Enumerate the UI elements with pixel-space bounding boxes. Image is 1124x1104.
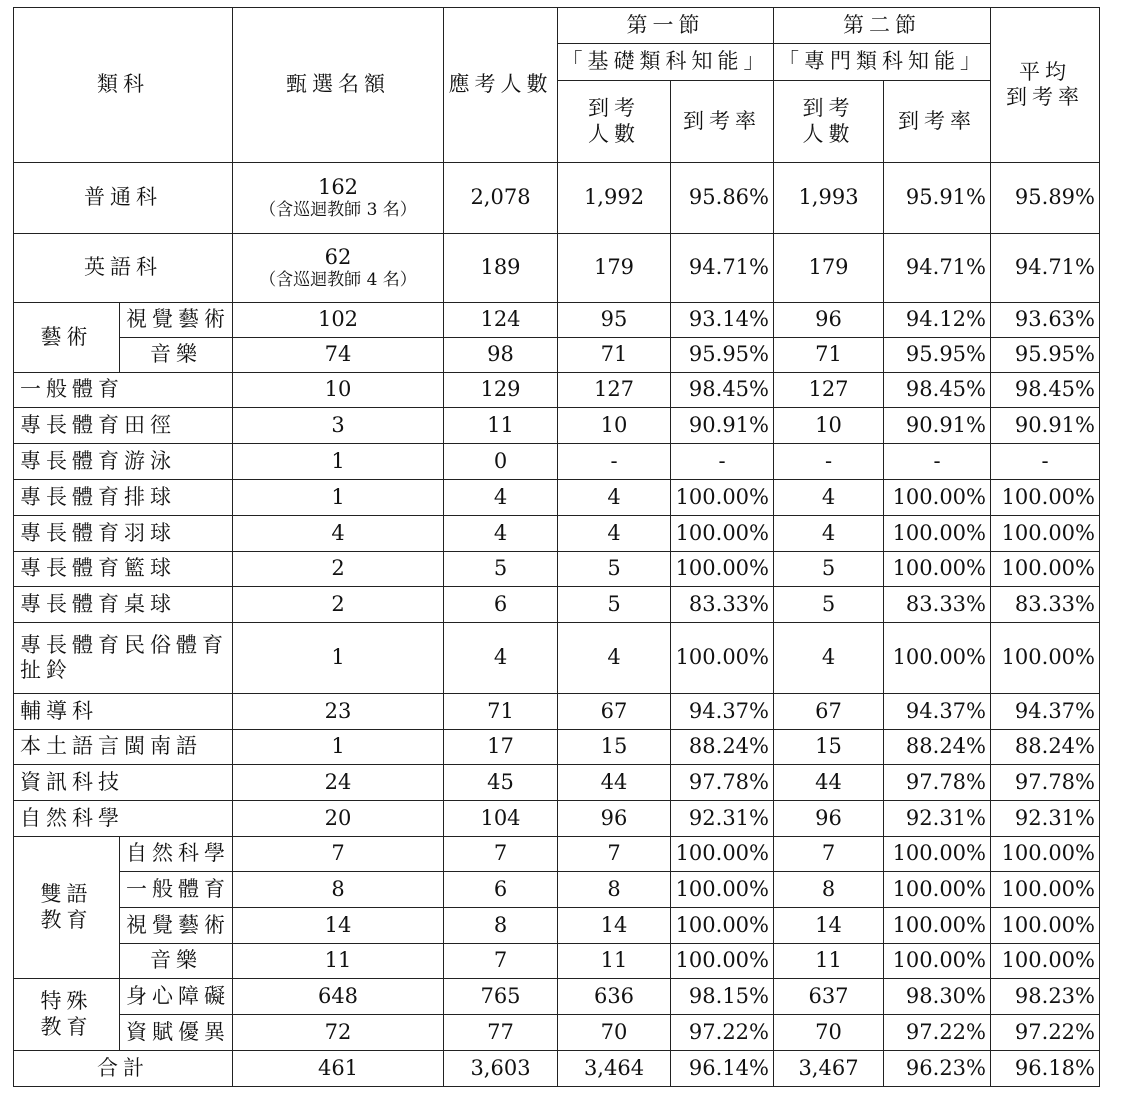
s2-rate-cell: 94.71% <box>884 234 991 303</box>
s2-rate-cell: 90.91% <box>884 408 991 444</box>
header-applicants: 應考人數 <box>444 8 558 163</box>
avg-rate-cell: 97.22% <box>991 1015 1100 1051</box>
s2-rate-cell: 92.31% <box>884 801 991 837</box>
s2-attendees-cell: 179 <box>774 234 884 303</box>
s1-attendees-cell: 71 <box>558 338 671 373</box>
attendees-line1: 到考 <box>588 96 640 121</box>
avg-rate-cell: 100.00% <box>991 552 1100 587</box>
avg-rate-cell: 94.37% <box>991 694 1100 730</box>
applicants-cell: 7 <box>444 837 558 872</box>
s1-rate-cell: 94.71% <box>671 234 774 303</box>
s2-rate-cell: 94.37% <box>884 694 991 730</box>
total-row <box>14 1051 1100 1087</box>
s2-rate-cell: 96.23% <box>884 1051 991 1087</box>
s1-attendees-cell: 15 <box>558 730 671 765</box>
category-name: 資訊科技 <box>14 765 233 801</box>
avg-rate-cell: 100.00% <box>991 944 1100 979</box>
table-row <box>14 944 1100 979</box>
s1-rate-cell: 98.45% <box>671 373 774 408</box>
s2-rate-cell: 83.33% <box>884 587 991 623</box>
avg-rate-cell: 98.23% <box>991 979 1100 1015</box>
quota-cell: 648 <box>233 979 444 1015</box>
subcategory-name: 音樂 <box>120 944 233 979</box>
applicants-cell: 5 <box>444 552 558 587</box>
total-label: 合計 <box>14 1051 233 1087</box>
table-row <box>14 338 1100 373</box>
quota-cell: 20 <box>233 801 444 837</box>
s1-attendees-cell: 5 <box>558 552 671 587</box>
category-name: 專長體育桌球 <box>14 587 233 623</box>
applicants-cell: 77 <box>444 1015 558 1051</box>
s2-rate-cell: 94.12% <box>884 303 991 338</box>
s1-rate-cell: 100.00% <box>671 480 774 516</box>
table-row <box>14 480 1100 516</box>
table-row <box>14 872 1100 908</box>
quota-value: 162 <box>317 175 359 200</box>
s2-attendees-cell: 3,467 <box>774 1051 884 1087</box>
s1-rate-cell: 92.31% <box>671 801 774 837</box>
header-session2-subject: 「專門類科知能」 <box>774 44 991 81</box>
s2-rate-cell: 100.00% <box>884 480 991 516</box>
applicants-cell: 765 <box>444 979 558 1015</box>
quota-cell: 4 <box>233 516 444 552</box>
s1-attendees-cell: 4 <box>558 480 671 516</box>
header-avg-rate-line1: 平均 <box>1019 59 1071 84</box>
table-row <box>14 373 1100 408</box>
avg-rate-cell: 90.91% <box>991 408 1100 444</box>
quota-cell: 8 <box>233 872 444 908</box>
table-row <box>14 837 1100 872</box>
category-name <box>14 623 233 694</box>
quota-cell <box>233 234 444 303</box>
category-name: 輔導科 <box>14 694 233 730</box>
table-row <box>14 163 1100 234</box>
group-name-line2: 教育 <box>40 907 93 932</box>
avg-rate-cell: 93.63% <box>991 303 1100 338</box>
subcategory-name: 視覺藝術 <box>120 303 233 338</box>
category-name: 一般體育 <box>14 373 233 408</box>
s2-attendees-cell: 11 <box>774 944 884 979</box>
s1-rate-cell: 97.22% <box>671 1015 774 1051</box>
category-name: 專長體育游泳 <box>14 444 233 480</box>
s1-attendees-cell: 7 <box>558 837 671 872</box>
table-row <box>14 801 1100 837</box>
s2-rate-cell: 100.00% <box>884 872 991 908</box>
subcategory-name: 視覺藝術 <box>120 908 233 944</box>
quota-cell: 24 <box>233 765 444 801</box>
applicants-cell: 6 <box>444 587 558 623</box>
s1-rate-cell: 94.37% <box>671 694 774 730</box>
applicants-cell: 45 <box>444 765 558 801</box>
table-row <box>14 408 1100 444</box>
applicants-cell: 0 <box>444 444 558 480</box>
avg-rate-cell: 95.89% <box>991 163 1100 234</box>
quota-cell: 1 <box>233 480 444 516</box>
quota-cell: 74 <box>233 338 444 373</box>
table-row <box>14 587 1100 623</box>
s1-attendees-cell: 179 <box>558 234 671 303</box>
attendees-line1: 到考 <box>802 96 855 121</box>
s2-rate-cell: 95.91% <box>884 163 991 234</box>
header-category: 類科 <box>14 8 233 163</box>
s1-rate-cell: 100.00% <box>671 516 774 552</box>
s2-attendees-cell: 127 <box>774 373 884 408</box>
quota-cell: 3 <box>233 408 444 444</box>
s2-attendees-cell: 4 <box>774 623 884 694</box>
s1-rate-cell: 88.24% <box>671 730 774 765</box>
quota-cell: 23 <box>233 694 444 730</box>
quota-cell: 102 <box>233 303 444 338</box>
s1-attendees-cell: 96 <box>558 801 671 837</box>
avg-rate-cell: 100.00% <box>991 623 1100 694</box>
s2-rate-cell: 100.00% <box>884 944 991 979</box>
avg-rate-cell: 88.24% <box>991 730 1100 765</box>
s2-rate-cell: 100.00% <box>884 516 991 552</box>
applicants-cell: 11 <box>444 408 558 444</box>
quota-cell: 1 <box>233 623 444 694</box>
table-row <box>14 552 1100 587</box>
quota-cell: 1 <box>233 730 444 765</box>
category-name-line1: 專長體育民俗體育 <box>20 632 228 657</box>
s1-attendees-cell: 10 <box>558 408 671 444</box>
quota-cell: 2 <box>233 552 444 587</box>
s2-attendees-cell: 14 <box>774 908 884 944</box>
table-row <box>14 516 1100 552</box>
s1-rate-cell: 100.00% <box>671 552 774 587</box>
s2-attendees-cell: 96 <box>774 801 884 837</box>
group-name-bilingual <box>14 837 120 979</box>
applicants-cell: 129 <box>444 373 558 408</box>
category-name: 普通科 <box>14 163 233 234</box>
s2-attendees-cell: 4 <box>774 516 884 552</box>
table-row <box>14 908 1100 944</box>
s1-attendees-cell: 67 <box>558 694 671 730</box>
s1-attendees-cell: 70 <box>558 1015 671 1051</box>
table-row <box>14 444 1100 480</box>
quota-cell: 461 <box>233 1051 444 1087</box>
avg-rate-cell: 94.71% <box>991 234 1100 303</box>
applicants-cell: 8 <box>444 908 558 944</box>
applicants-cell: 189 <box>444 234 558 303</box>
avg-rate-cell: 100.00% <box>991 516 1100 552</box>
s2-attendees-cell: 70 <box>774 1015 884 1051</box>
subcategory-name: 音樂 <box>120 338 233 373</box>
s1-rate-cell: 83.33% <box>671 587 774 623</box>
s1-rate-cell: 100.00% <box>671 944 774 979</box>
s1-rate-cell: 100.00% <box>671 872 774 908</box>
table-row <box>14 1015 1100 1051</box>
s1-rate-cell: 90.91% <box>671 408 774 444</box>
applicants-cell: 4 <box>444 480 558 516</box>
s1-attendees-cell: 3,464 <box>558 1051 671 1087</box>
s1-rate-cell: 98.15% <box>671 979 774 1015</box>
table-row <box>14 979 1100 1015</box>
s2-rate-cell: - <box>884 444 991 480</box>
avg-rate-cell: 98.45% <box>991 373 1100 408</box>
s2-rate-cell: 98.45% <box>884 373 991 408</box>
table-row <box>14 694 1100 730</box>
header-avg-rate-line2: 到考率 <box>1006 85 1084 109</box>
group-name-arts: 藝術 <box>14 303 120 373</box>
avg-rate-cell: 92.31% <box>991 801 1100 837</box>
quota-cell: 10 <box>233 373 444 408</box>
subcategory-name: 資賦優異 <box>120 1015 233 1051</box>
applicants-cell: 6 <box>444 872 558 908</box>
attendees-line2: 人數 <box>588 121 640 146</box>
group-name-line1: 特殊 <box>40 989 93 1014</box>
category-name: 英語科 <box>14 234 233 303</box>
s2-attendees-cell: 637 <box>774 979 884 1015</box>
quota-cell: 1 <box>233 444 444 480</box>
header-avg-rate <box>991 8 1100 163</box>
s1-attendees-cell: 127 <box>558 373 671 408</box>
table-row <box>14 730 1100 765</box>
header-s2-attendees <box>774 81 884 163</box>
applicants-cell: 4 <box>444 623 558 694</box>
s1-rate-cell: - <box>671 444 774 480</box>
quota-cell: 11 <box>233 944 444 979</box>
s1-attendees-cell: 4 <box>558 623 671 694</box>
avg-rate-cell: 95.95% <box>991 338 1100 373</box>
quota-value: 62 <box>324 245 352 270</box>
header-session1: 第一節 <box>558 8 774 44</box>
s2-attendees-cell: 96 <box>774 303 884 338</box>
quota-note: （含巡迴教師 3 名） <box>259 200 417 221</box>
s2-rate-cell: 98.30% <box>884 979 991 1015</box>
applicants-cell: 2,078 <box>444 163 558 234</box>
avg-rate-cell: 83.33% <box>991 587 1100 623</box>
subcategory-name: 身心障礙 <box>120 979 233 1015</box>
group-name-line1: 雙語 <box>40 882 93 907</box>
s2-rate-cell: 100.00% <box>884 837 991 872</box>
avg-rate-cell: - <box>991 444 1100 480</box>
applicants-cell: 4 <box>444 516 558 552</box>
s1-attendees-cell: 44 <box>558 765 671 801</box>
table-row <box>14 234 1100 303</box>
applicants-cell: 104 <box>444 801 558 837</box>
category-name: 自然科學 <box>14 801 233 837</box>
avg-rate-cell: 100.00% <box>991 837 1100 872</box>
header-session2: 第二節 <box>774 8 991 44</box>
s1-rate-cell: 100.00% <box>671 623 774 694</box>
applicants-cell: 71 <box>444 694 558 730</box>
s1-attendees-cell: 11 <box>558 944 671 979</box>
avg-rate-cell: 96.18% <box>991 1051 1100 1087</box>
s1-attendees-cell: - <box>558 444 671 480</box>
s2-attendees-cell: 4 <box>774 480 884 516</box>
header-s1-attendees <box>558 81 671 163</box>
category-name: 專長體育田徑 <box>14 408 233 444</box>
header-quota: 甄選名額 <box>233 8 444 163</box>
s1-attendees-cell: 636 <box>558 979 671 1015</box>
attendees-line2: 人數 <box>802 121 855 146</box>
s2-attendees-cell: 67 <box>774 694 884 730</box>
quota-cell: 2 <box>233 587 444 623</box>
s1-attendees-cell: 5 <box>558 587 671 623</box>
category-name-line2: 扯鈴 <box>20 658 72 682</box>
s1-rate-cell: 96.14% <box>671 1051 774 1087</box>
group-name-special <box>14 979 120 1051</box>
quota-note: （含巡迴教師 4 名） <box>259 270 417 291</box>
s2-attendees-cell: 44 <box>774 765 884 801</box>
s1-rate-cell: 97.78% <box>671 765 774 801</box>
avg-rate-cell: 100.00% <box>991 908 1100 944</box>
s2-rate-cell: 88.24% <box>884 730 991 765</box>
s1-rate-cell: 93.14% <box>671 303 774 338</box>
attendance-table <box>13 7 1100 1087</box>
category-name: 本土語言閩南語 <box>14 730 233 765</box>
avg-rate-cell: 97.78% <box>991 765 1100 801</box>
s2-attendees-cell: 5 <box>774 587 884 623</box>
subcategory-name: 一般體育 <box>120 872 233 908</box>
s2-rate-cell: 100.00% <box>884 552 991 587</box>
s2-attendees-cell: 7 <box>774 837 884 872</box>
subcategory-name: 自然科學 <box>120 837 233 872</box>
applicants-cell: 7 <box>444 944 558 979</box>
s1-attendees-cell: 14 <box>558 908 671 944</box>
header-session1-subject: 「基礎類科知能」 <box>558 44 774 81</box>
s2-rate-cell: 95.95% <box>884 338 991 373</box>
s1-attendees-cell: 4 <box>558 516 671 552</box>
s2-rate-cell: 97.22% <box>884 1015 991 1051</box>
s1-attendees-cell: 8 <box>558 872 671 908</box>
category-name: 專長體育排球 <box>14 480 233 516</box>
quota-cell: 72 <box>233 1015 444 1051</box>
s2-attendees-cell: 5 <box>774 552 884 587</box>
category-name: 專長體育籃球 <box>14 552 233 587</box>
s2-rate-cell: 100.00% <box>884 908 991 944</box>
avg-rate-cell: 100.00% <box>991 480 1100 516</box>
header-s1-rate: 到考率 <box>671 81 774 163</box>
avg-rate-cell: 100.00% <box>991 872 1100 908</box>
table-row <box>14 765 1100 801</box>
table-row <box>14 623 1100 694</box>
applicants-cell: 124 <box>444 303 558 338</box>
group-name-line2: 教育 <box>40 1014 93 1039</box>
s2-rate-cell: 100.00% <box>884 623 991 694</box>
s2-rate-cell: 97.78% <box>884 765 991 801</box>
header-row-1 <box>14 8 1100 44</box>
s1-attendees-cell: 95 <box>558 303 671 338</box>
s2-attendees-cell: 15 <box>774 730 884 765</box>
quota-cell <box>233 163 444 234</box>
s2-attendees-cell: 1,993 <box>774 163 884 234</box>
s1-rate-cell: 100.00% <box>671 908 774 944</box>
table-row <box>14 303 1100 338</box>
category-name: 專長體育羽球 <box>14 516 233 552</box>
applicants-cell: 98 <box>444 338 558 373</box>
s1-rate-cell: 100.00% <box>671 837 774 872</box>
s1-rate-cell: 95.86% <box>671 163 774 234</box>
s2-attendees-cell: 8 <box>774 872 884 908</box>
s2-attendees-cell: - <box>774 444 884 480</box>
s1-attendees-cell: 1,992 <box>558 163 671 234</box>
applicants-cell: 3,603 <box>444 1051 558 1087</box>
header-s2-rate: 到考率 <box>884 81 991 163</box>
s2-attendees-cell: 71 <box>774 338 884 373</box>
quota-cell: 7 <box>233 837 444 872</box>
s2-attendees-cell: 10 <box>774 408 884 444</box>
quota-cell: 14 <box>233 908 444 944</box>
s1-rate-cell: 95.95% <box>671 338 774 373</box>
applicants-cell: 17 <box>444 730 558 765</box>
